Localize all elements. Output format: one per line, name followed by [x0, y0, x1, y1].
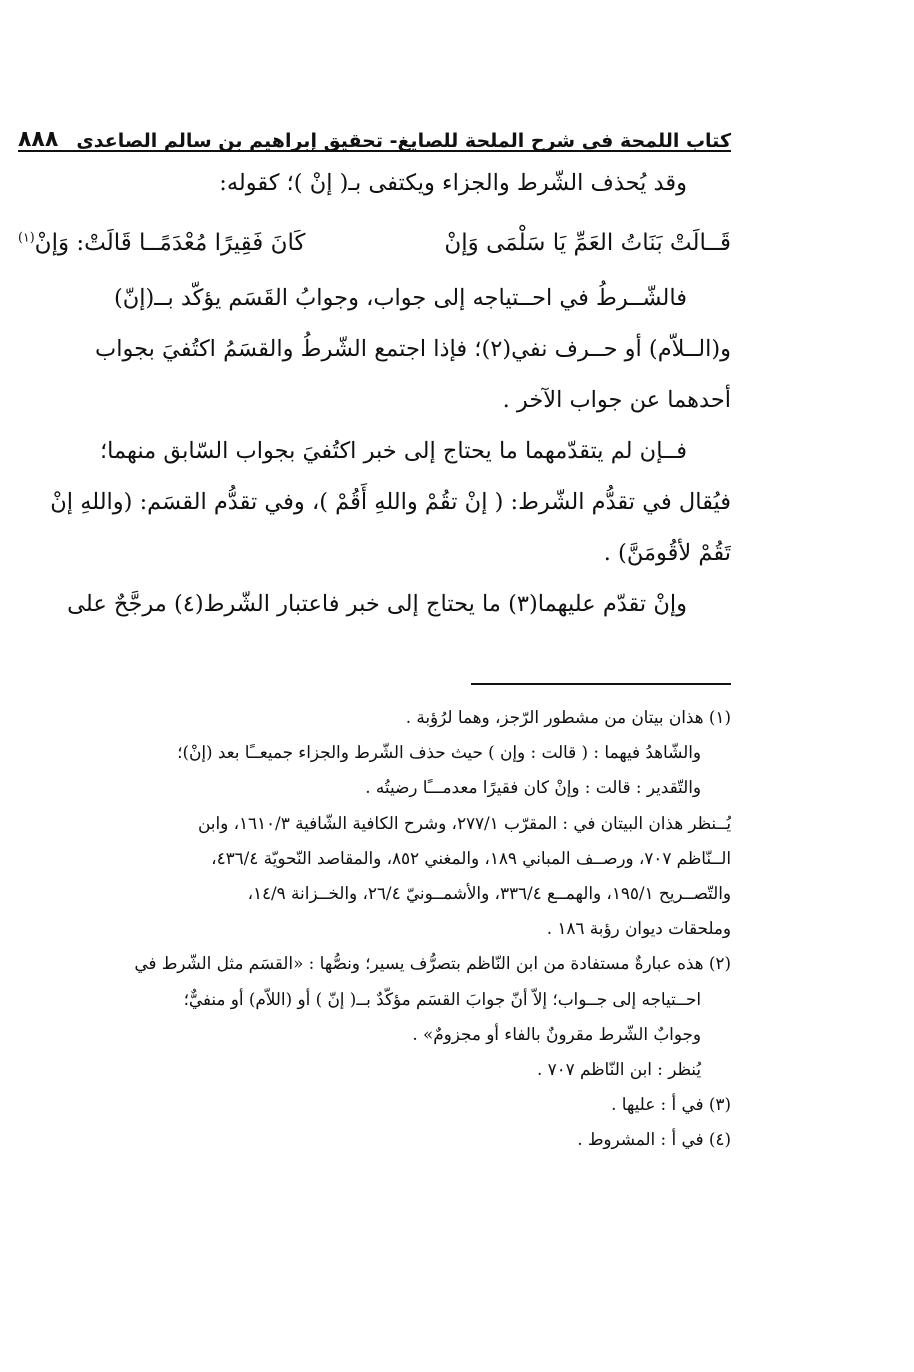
footnote-marker: (١) — [18, 229, 35, 245]
page-number: ٨٨٨ — [18, 127, 59, 152]
footnote-line: وملحقات ديوان رؤبة ١٨٦ . — [546, 918, 731, 939]
footnote-line: (٣) في أ : عليها . — [611, 1094, 731, 1115]
text-line: تَقُمْ لأقُومَنَّ) . — [603, 540, 731, 566]
text-line: و(الــلاّم) أو حــرف نفي(٢)؛ فإذا اجتمع الشّرطُ والقسَمُ اكتُفيَ بجواب — [95, 336, 731, 362]
main-text — [18, 158, 731, 630]
footnotes — [18, 700, 731, 1158]
intro-line: وقد يُحذف الشّرط والجزاء ويكتفى بـ( إنْ )؛ كقوله: — [219, 170, 687, 196]
footnote-line: والشّاهدُ فيهما : ( قالت : وإن ) حيث حذف الشّرط والجزاء جميعــًا بعد (إنْ)؛ — [177, 742, 701, 763]
footnote-line: يُــنظر هذان البيتان في : المقرّب ٢٧٧/١، وشرح الكافية الشّافية ١٦١٠/٣، وابن — [198, 812, 731, 833]
text-line: وإنْ تقدّم عليهما(٣) ما يحتاج إلى خبر فاعتبار الشّرط(٤) مرجَّحٌ على — [67, 591, 687, 617]
footnote-line: وجوابٌ الشّرط مقرونٌ بالفاء أو مجزومٌ» . — [412, 1023, 701, 1044]
footnote-line: (١) هذان بيتان من مشطور الرّجز، وهما لرُؤبة . — [405, 707, 731, 727]
verse-first-hemistich: قَــالَتْ بَنَاتُ العَمِّ يَا سَلْمَى وَإنْ — [444, 230, 731, 256]
footnote-line: (٢) هذه عبارةٌ مستفادة من ابن النّاظم بتصرُّف يسير؛ ونصُّها : «القسَم مثل الشّرط في — [134, 953, 731, 974]
book-title: كتاب اللمحة في شرح الملحة للصايغ- تحقيق إبراهيم بن سالم الصاعدي — [76, 130, 731, 152]
footnote-line: والتّصــريح ١٩٥/١، والهمــع ٣٣٦/٤، والأشمــونيّ ٢٦/٤، والخــزانة ١٤/٩، — [247, 883, 731, 904]
footnote-line: (٤) في أ : المشروط . — [577, 1129, 731, 1150]
text-line: أحدهما عن جواب الآخر . — [502, 387, 731, 413]
header-divider — [18, 150, 731, 152]
verse-second-text: كَانَ فَقِيرًا مُعْدَمًــا قَالَتْ: وَإنْ — [34, 230, 306, 256]
footnote-line: الــنّاظم ٧٠٧، ورصــف المباني ١٨٩، والمغني ٨٥٢، والمقاصد النّحويّة ٤٣٦/٤، — [211, 847, 731, 868]
text-line: فيُقال في تقدُّم الشّرط: ( إنْ تقُمْ واللهِ أَقُمْ )، وفي تقدُّم القسَم: (واللهِ إنْ — [50, 489, 731, 515]
verse-second-hemistich — [18, 213, 305, 273]
footnote-line: يُنظر : ابن النّاظم ٧٠٧ . — [536, 1059, 701, 1080]
text-line: فــإن لم يتقدّمهما ما يحتاج إلى خبر اكتُفيَ بجواب السّابق منهما؛ — [99, 438, 687, 464]
running-header — [18, 108, 731, 152]
poetry-verse — [18, 209, 731, 273]
footnote-line: والتّقدير : قالت : وإنْ كان فقيرًا معدمـــًا رضيتُه . — [365, 777, 701, 798]
footnote-divider — [471, 683, 731, 685]
text-line: فالشّــرطُ في احــتياجه إلى جواب، وجوابُ القَسَم يؤكّد بــ(إنّ) — [113, 285, 687, 311]
footnote-line: احــتياجه إلى جــواب؛ إلاّ أنّ جوابَ القسَم مؤكّدٌ بــ( إنّ ) أو (اللاّم) أو منفيٌّ؛ — [183, 988, 701, 1009]
